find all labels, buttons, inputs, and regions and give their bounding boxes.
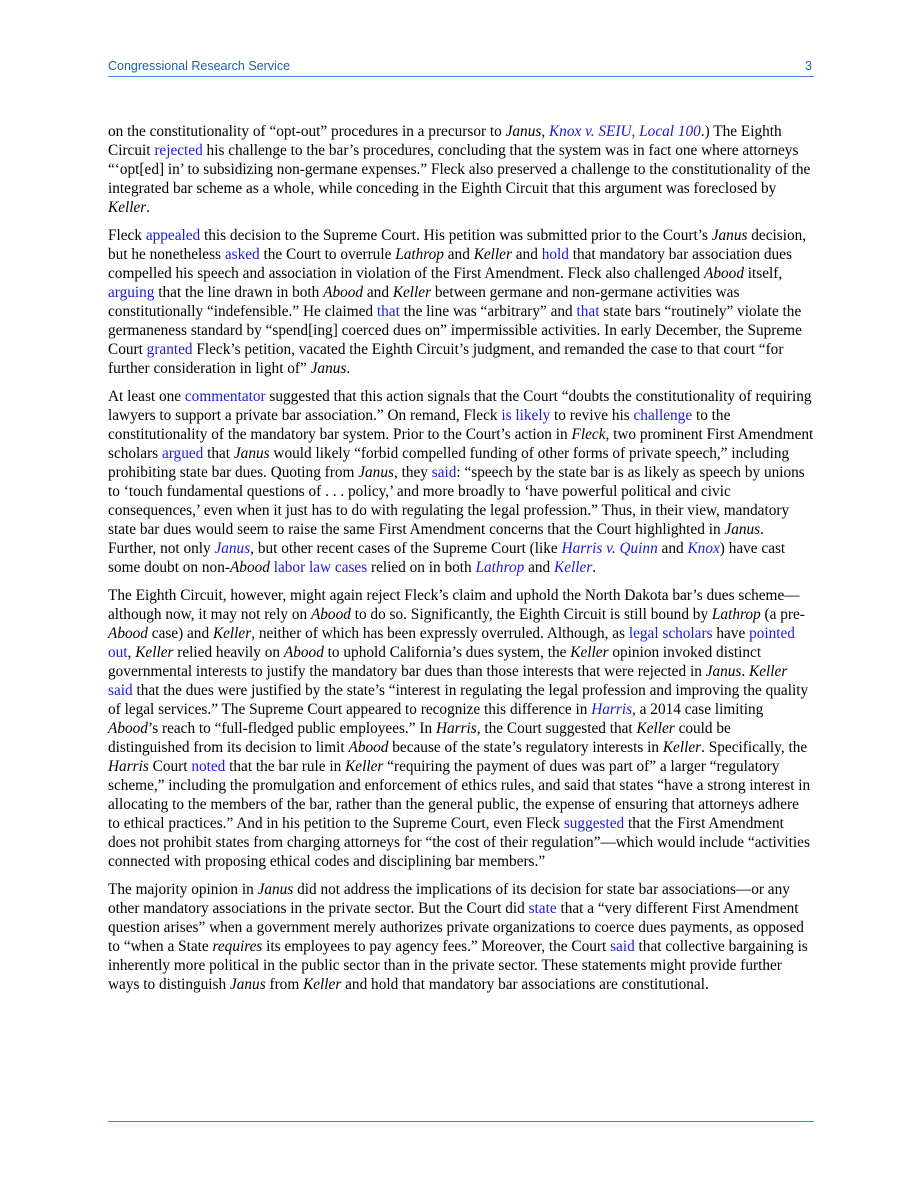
text: that collective bargaining is inherently more political in the public sector than in the private sector. These statements might provide further ways to distinguish bbox=[108, 937, 808, 994]
link-labor-law-cases[interactable]: labor law cases bbox=[273, 559, 368, 577]
text: . Further, not only bbox=[108, 520, 764, 557]
case-name: Abood bbox=[108, 719, 148, 737]
case-name: Janus bbox=[711, 226, 748, 244]
text: Fleck bbox=[108, 226, 146, 244]
text: : “speech by the state bar is as likely as speech by unions to ‘touch fundamental questions of . . . policy,’ and more broadly to ‘have powerful political and civic consequences,’ even when it just has to do with regulating the legal profession.” Thus, in their view, mandatory state bar dues would seem to raise the same First Amendment concerns that the Court highlighted in bbox=[108, 463, 805, 538]
case-name: Abood bbox=[348, 738, 389, 756]
text: to the constitutionality of the mandatory bar system. Prior to the Court’s action in bbox=[108, 406, 731, 443]
link-granted[interactable]: granted bbox=[146, 341, 193, 359]
link-legal-scholars[interactable]: legal scholars bbox=[628, 624, 713, 642]
link-knox-v-seiu[interactable]: Knox v. SEIU, Local 100 bbox=[548, 123, 701, 140]
text: because of the state’s regulatory interests in bbox=[388, 738, 663, 756]
text: ) have cast some doubt on non- bbox=[108, 539, 786, 577]
header-organization: Congressional Research Service bbox=[108, 59, 291, 73]
link-commentator[interactable]: commentator bbox=[184, 387, 266, 405]
case-name: Keller bbox=[636, 719, 675, 737]
link-knox[interactable]: Knox bbox=[687, 539, 720, 557]
case-name: Keller bbox=[108, 199, 147, 217]
case-name: Janus bbox=[358, 463, 394, 481]
text: “requiring the payment of dues was part of” a larger “regulatory scheme,” including the promulgation and enforcement of ethics rules, and said that states “have a strong interest in allocating to the members of the bar, rather than the general public, the expense of ensuring that attorneys adhere to ethical practices.” And in his petition to the Supreme Court, even Fleck bbox=[108, 758, 811, 833]
link-appealed[interactable]: appealed bbox=[145, 226, 201, 244]
case-name: Janus bbox=[233, 444, 270, 462]
link-arguing[interactable]: arguing bbox=[108, 283, 155, 301]
link-janus[interactable]: Janus bbox=[214, 539, 251, 557]
link-hold[interactable]: hold bbox=[541, 245, 569, 263]
case-name: Janus bbox=[310, 360, 347, 378]
link-state[interactable]: state bbox=[528, 899, 557, 917]
paragraph-2 bbox=[108, 226, 814, 378]
text: and hold that mandatory bar associations are constitutional. bbox=[341, 976, 709, 994]
case-name: Janus bbox=[229, 976, 266, 994]
text: and bbox=[443, 245, 474, 263]
text: . bbox=[741, 662, 750, 680]
link-lathrop[interactable]: Lathrop bbox=[475, 559, 525, 577]
footer-divider bbox=[108, 1121, 814, 1122]
text: that the dues were justified by the state’s “interest in regulating the legal profession and improving the quality of legal services.” The Supreme Court appeared to recognize this difference in bbox=[108, 681, 809, 718]
case-name: Keller bbox=[212, 624, 252, 642]
text: and bbox=[524, 559, 555, 577]
text: did not address the implications of its decision for state bar associations—or any other mandatory associations in the private sector. But the Court did bbox=[108, 880, 790, 917]
link-said[interactable]: said bbox=[431, 463, 457, 481]
link-keller[interactable]: Keller bbox=[554, 559, 593, 577]
case-name: Keller bbox=[345, 758, 384, 775]
text: , the Court suggested that bbox=[476, 719, 637, 737]
case-name: Lathrop bbox=[711, 605, 761, 623]
case-name: Keller bbox=[473, 245, 512, 263]
link-asked[interactable]: asked bbox=[224, 245, 260, 263]
text: The majority opinion in bbox=[108, 880, 258, 898]
link-said-keller[interactable]: said bbox=[108, 681, 133, 699]
case-name: Abood bbox=[704, 264, 744, 282]
text: The Eighth Circuit, however, might again reject Fleck’s claim and uphold the North Dakota bar’s dues scheme—although now, it may not rely on bbox=[108, 586, 800, 623]
case-name: Keller bbox=[135, 643, 174, 661]
text: Court bbox=[148, 758, 192, 775]
text: its employees to pay agency fees.” Moreover, the Court bbox=[262, 937, 611, 955]
text: and bbox=[657, 539, 688, 557]
text: from bbox=[265, 976, 304, 994]
text: . bbox=[592, 559, 597, 577]
text: have bbox=[712, 624, 750, 642]
text: between germane and non-germane activities was constitutionally “indefensible.” He claimed bbox=[108, 283, 740, 320]
paragraph-5 bbox=[108, 880, 814, 994]
page-header bbox=[108, 58, 814, 77]
text: , they bbox=[393, 463, 432, 481]
case-name: Keller bbox=[749, 662, 788, 680]
link-argued[interactable]: argued bbox=[161, 444, 204, 462]
text: decision, but he nonetheless bbox=[108, 226, 807, 263]
text: , a 2014 case limiting bbox=[632, 700, 764, 718]
text: to uphold California’s dues system, the bbox=[323, 643, 571, 661]
case-name: Janus bbox=[705, 662, 742, 680]
link-that-2[interactable]: that bbox=[576, 302, 600, 320]
text: , but other recent cases of the Supreme Court (like bbox=[250, 539, 562, 557]
text: relied heavily on bbox=[173, 643, 284, 661]
emphasis: requires bbox=[212, 937, 263, 955]
page-number: 3 bbox=[805, 59, 812, 73]
case-name: Janus bbox=[505, 123, 542, 140]
text: and bbox=[511, 245, 542, 263]
text: , bbox=[541, 123, 549, 140]
text: could be distinguished from its decision to limit bbox=[108, 719, 731, 756]
case-name: Keller bbox=[570, 643, 609, 661]
text: that the bar rule in bbox=[225, 758, 346, 775]
text: that the line drawn in both bbox=[154, 283, 324, 301]
text: , neither of which has been expressly overruled. Although, as bbox=[251, 624, 629, 642]
link-noted[interactable]: noted bbox=[191, 758, 226, 775]
paragraph-4 bbox=[108, 586, 814, 872]
link-rejected[interactable]: rejected bbox=[154, 142, 203, 160]
text: this decision to the Supreme Court. His petition was submitted prior to the Court’s bbox=[200, 226, 712, 244]
text: (a pre- bbox=[760, 605, 805, 623]
case-name: Keller bbox=[303, 976, 342, 994]
text: . Specifically, the bbox=[701, 738, 808, 756]
text: to revive his bbox=[550, 406, 634, 424]
text: the Court to overrule bbox=[259, 245, 396, 263]
case-name: Janus bbox=[724, 520, 761, 538]
text: that mandatory bar association dues compelled his speech and association in violation of the First Amendment. Fleck also challenged bbox=[108, 245, 792, 282]
text: Fleck’s petition, vacated the Eighth Circuit’s judgment, and remanded the case to that court “for further consideration in light of” bbox=[108, 341, 784, 378]
paragraph-1 bbox=[108, 122, 814, 217]
text: itself, bbox=[743, 264, 783, 282]
case-name: Abood bbox=[323, 283, 364, 301]
link-challenge[interactable]: challenge bbox=[633, 406, 693, 424]
case-name: Fleck bbox=[571, 425, 606, 443]
link-pointed-out[interactable]: pointed out bbox=[108, 624, 795, 661]
case-name: Harris bbox=[435, 719, 477, 737]
text: , bbox=[127, 643, 136, 661]
paragraph-3 bbox=[108, 387, 814, 577]
link-is-likely[interactable]: is likely bbox=[501, 406, 551, 424]
text: ’s reach to “full-fledged public employees.” In bbox=[147, 719, 436, 737]
text: . bbox=[346, 360, 351, 378]
case-name: Abood bbox=[108, 624, 148, 642]
case-name: Lathrop bbox=[395, 245, 444, 263]
text: that a “very different First Amendment question arises” when a government merely authorizes private organizations to coerce dues payments, as opposed to “when a State bbox=[108, 899, 804, 955]
case-name: Harris bbox=[108, 758, 149, 775]
text: would likely “forbid compelled funding of other forms of private speech,” including prohibiting state bar dues. Quoting from bbox=[108, 444, 790, 481]
text: opinion invoked distinct governmental interests to justify the mandatory bar dues than those interests that were rejected in bbox=[108, 643, 762, 680]
case-name: Abood bbox=[229, 559, 270, 577]
case-name: Abood bbox=[310, 605, 351, 623]
text: on the constitutionality of “opt-out” procedures in a precursor to bbox=[108, 123, 506, 140]
link-harris[interactable]: Harris bbox=[591, 700, 633, 718]
link-that-1[interactable]: that bbox=[376, 302, 400, 320]
link-harris-v-quinn[interactable]: Harris v. Quinn bbox=[561, 539, 658, 557]
case-name: Abood bbox=[283, 643, 324, 661]
text: , two prominent First Amendment scholars bbox=[108, 425, 814, 462]
text: the line was “arbitrary” and bbox=[399, 302, 577, 320]
text: state bars “routinely” violate the germaneness standard by “spend[ing] coerced dues on” impermissible activities. In early December, the Supreme Court bbox=[108, 302, 802, 359]
text: to do so. Significantly, the Eighth Circuit is still bound by bbox=[350, 605, 712, 623]
text: case) and bbox=[147, 624, 213, 642]
link-said-court[interactable]: said bbox=[610, 937, 635, 955]
text: . bbox=[146, 199, 151, 217]
text: that the First Amendment does not prohibit states from charging attorneys for “the cost of their regulation”—which would include “activities connected with proposing ethical codes and disciplining bar members.” bbox=[108, 815, 810, 871]
case-name: Keller bbox=[662, 738, 702, 756]
text: .) The Eighth Circuit bbox=[108, 123, 782, 160]
case-name: Keller bbox=[392, 283, 432, 301]
text: suggested that this action signals that the Court “doubts the constitutionality of requiring lawyers to support a private bar association.” On remand, Fleck bbox=[108, 387, 812, 424]
text: that bbox=[203, 444, 234, 462]
text: and bbox=[363, 283, 393, 301]
text: his challenge to the bar’s procedures, concluding that the system was in fact one where attorneys “‘opt[ed] in’ to subsidizing non-germane expenses.” Fleck also preserved a challenge to the constitutionality of the integrated bar scheme as a whole, while conceding in the Eighth Circuit that this argument was foreclosed by bbox=[108, 142, 811, 198]
document-body bbox=[108, 122, 814, 1003]
text: At least one bbox=[108, 387, 185, 405]
case-name: Janus bbox=[257, 880, 294, 898]
text: relied on in both bbox=[367, 559, 476, 577]
link-suggested[interactable]: suggested bbox=[563, 815, 625, 833]
